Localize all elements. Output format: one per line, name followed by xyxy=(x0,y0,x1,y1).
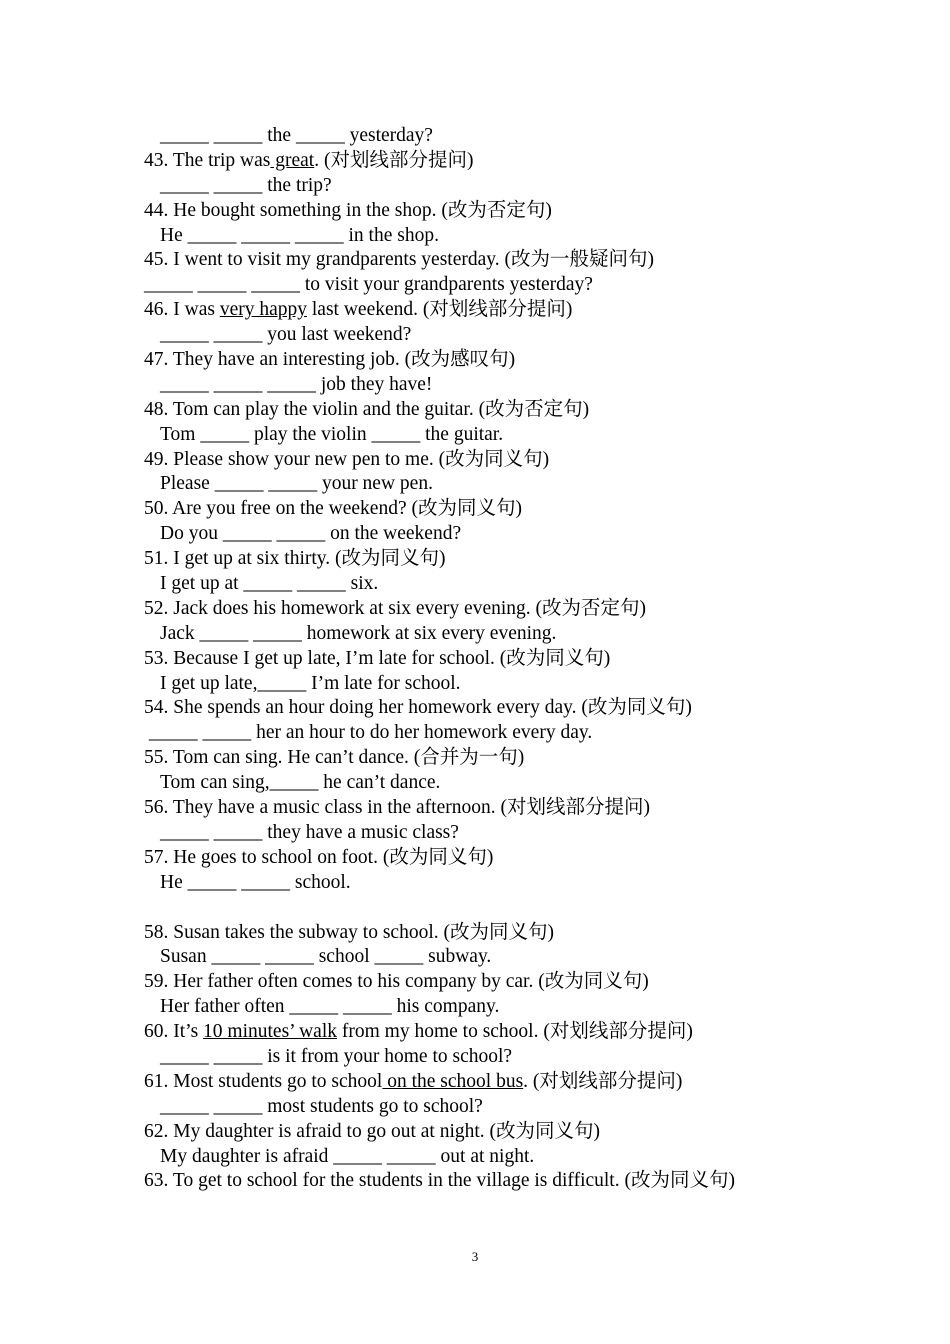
exercise-line: _____ _____ _____ job they have! xyxy=(160,373,433,395)
exercise-line: 63. To get to school for the students in the village is difficult. (改为同义句) xyxy=(144,1170,735,1192)
exercise-line: I get up late,_____ I’m late for school. xyxy=(160,672,461,694)
exercise-line: He _____ _____ _____ in the shop. xyxy=(160,224,439,246)
exercise-line: Jack _____ _____ homework at six every evening. xyxy=(160,622,557,644)
exercise-line: 48. Tom can play the violin and the guitar. (改为否定句) xyxy=(144,398,590,420)
exercise-line: 43. The trip was great. (对划线部分提问) xyxy=(144,149,474,171)
exercise-line: I get up at _____ _____ six. xyxy=(160,573,379,595)
exercise-line: _____ _____ her an hour to do her homework every day. xyxy=(144,722,593,744)
exercise-line: 53. Because I get up late, I’m late for school. (改为同义句) xyxy=(144,647,611,669)
exercise-line: My daughter is afraid _____ _____ out at night. xyxy=(160,1145,535,1167)
underlined-phrase: 10 minutes’ walk xyxy=(203,1021,337,1043)
exercise-line: 55. Tom can sing. He can’t dance. (合并为一句) xyxy=(144,747,525,769)
exercise-line: 58. Susan takes the subway to school. (改为同义句) xyxy=(144,921,554,943)
exercise-line: Susan _____ _____ school _____ subway. xyxy=(160,946,492,968)
blank-line xyxy=(144,896,814,921)
exercise-line: He _____ _____ school. xyxy=(160,871,351,893)
underlined-phrase: very happy xyxy=(219,299,308,321)
exercise-line: 44. He bought something in the shop. (改为否定句) xyxy=(144,199,552,221)
exercise-line: _____ _____ most students go to school? xyxy=(160,1095,483,1117)
underlined-phrase: great xyxy=(270,149,315,171)
exercise-line: _____ _____ they have a music class? xyxy=(160,821,459,843)
exercise-line: Tom can sing,_____ he can’t dance. xyxy=(160,772,441,794)
exercise-line: 57. He goes to school on foot. (改为同义句) xyxy=(144,846,494,868)
exercise-line: _____ _____ the trip? xyxy=(160,174,332,196)
exercise-line: _____ _____ _____ to visit your grandparents yesterday? xyxy=(144,274,593,296)
exercise-line: 46. I was very happy last weekend. (对划线部分提问) xyxy=(144,299,573,321)
page-number: 3 xyxy=(471,1249,479,1264)
underlined-phrase: on the school bus xyxy=(382,1070,524,1092)
exercise-line: 56. They have a music class in the afternoon. (对划线部分提问) xyxy=(144,797,650,819)
exercise-line: 51. I get up at six thirty. (改为同义句) xyxy=(144,548,446,570)
exercise-list xyxy=(144,124,814,1194)
exercise-line: 49. Please show your new pen to me. (改为同义句) xyxy=(144,448,550,470)
exercise-line: _____ _____ is it from your home to school? xyxy=(160,1045,513,1067)
exercise-line: 62. My daughter is afraid to go out at night. (改为同义句) xyxy=(144,1120,601,1142)
exercise-line: _____ _____ the _____ yesterday? xyxy=(160,125,433,146)
exercise-line: 45. I went to visit my grandparents yesterday. (改为一般疑问句) xyxy=(144,249,654,271)
exercise-line: 52. Jack does his homework at six every evening. (改为否定句) xyxy=(144,597,647,619)
exercise-line: Do you _____ _____ on the weekend? xyxy=(160,523,462,545)
exercise-line: 54. She spends an hour doing her homework every day. (改为同义句) xyxy=(144,697,692,719)
exercise-line: 50. Are you free on the weekend? (改为同义句) xyxy=(144,498,522,520)
exercise-line: _____ _____ you last weekend? xyxy=(160,324,412,346)
exercise-line: 60. It’s 10 minutes’ walk from my home to school. (对划线部分提问) xyxy=(144,1021,693,1043)
exercise-line: Her father often _____ _____ his company. xyxy=(160,996,500,1018)
exercise-line: Please _____ _____ your new pen. xyxy=(160,473,433,495)
exercise-line: 59. Her father often comes to his company by car. (改为同义句) xyxy=(144,971,649,993)
exercise-line: Tom _____ play the violin _____ the guitar. xyxy=(160,423,504,445)
exercise-line: 61. Most students go to school on the school bus. (对划线部分提问) xyxy=(144,1070,683,1092)
exercise-line: 47. They have an interesting job. (改为感叹句) xyxy=(144,349,516,371)
